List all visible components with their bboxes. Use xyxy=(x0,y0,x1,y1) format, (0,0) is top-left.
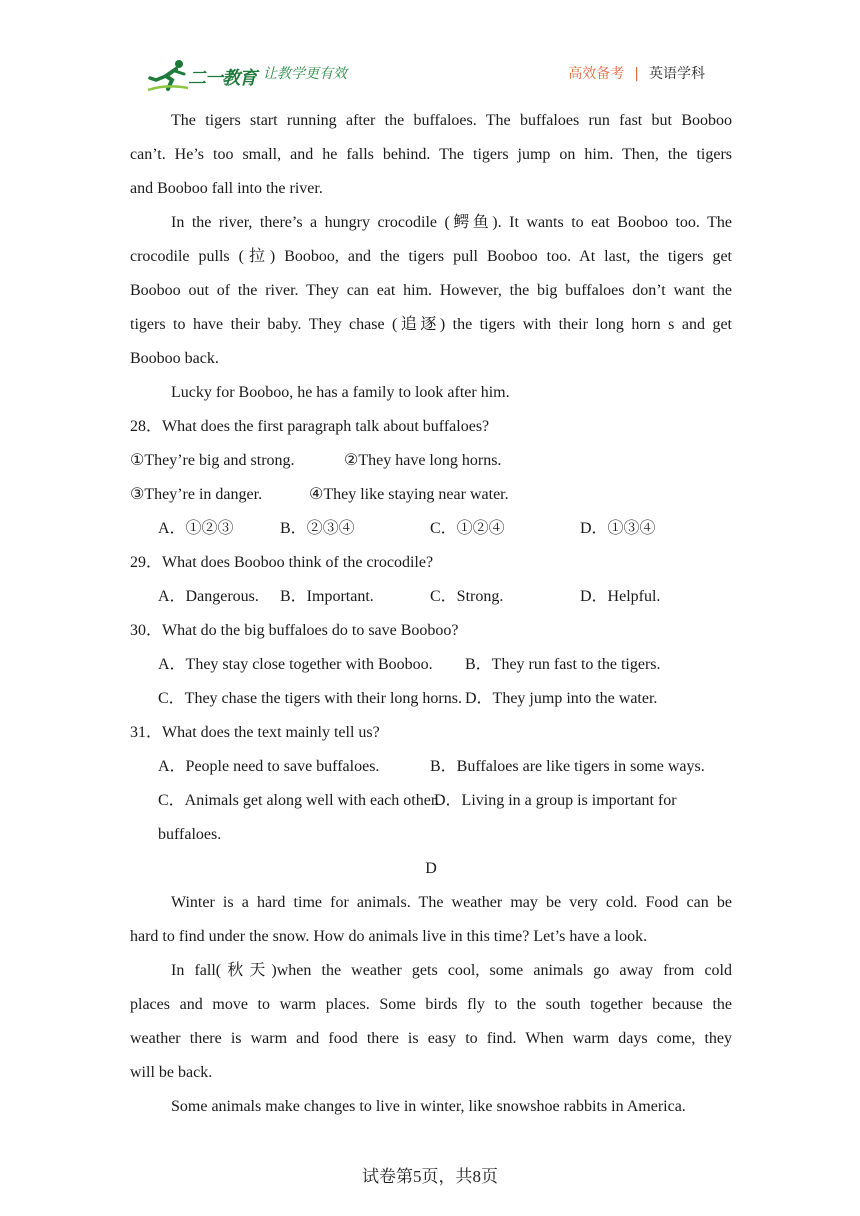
page-footer: 试卷第5页，共8页 xyxy=(362,1167,498,1186)
question-31-options-2 xyxy=(130,784,732,818)
option-a: A．People need to save buffaloes. xyxy=(158,758,380,775)
question-stem-30: 30．What do the big buffaloes do to save Booboo? xyxy=(130,622,459,639)
text-line: Booboo back. xyxy=(130,350,219,367)
option-d: D．①③④ xyxy=(580,520,656,537)
question-28-statements-2 xyxy=(130,478,732,512)
question-30-options-2 xyxy=(130,682,732,716)
text-line: Booboo out of the river. They can eat him. However, the big buffaloes don’t want the xyxy=(130,282,732,299)
text-line: In the river, there’s a hungry crocodile (鳄鱼). It wants to eat Booboo too. The xyxy=(171,214,732,231)
question-stem-28: 28．What does the first paragraph talk about buffaloes? xyxy=(130,418,490,435)
section-heading-d: D xyxy=(425,860,437,877)
text-line: hard to find under the snow. How do animals live in this time? Let’s have a look. xyxy=(130,928,648,945)
question-28-statements-1 xyxy=(130,444,732,478)
text-line: will be back. xyxy=(130,1064,213,1081)
header-subject xyxy=(568,63,705,83)
runner-logo-icon xyxy=(146,58,190,92)
option-b: B．Buffaloes are like tigers in some ways. xyxy=(430,758,705,775)
text-line: weather there is warm and food there is easy to find. When warm days come, they xyxy=(130,1030,732,1047)
option-a: A．①②③ xyxy=(158,520,234,537)
question-29-options xyxy=(130,580,732,614)
question-28-options xyxy=(130,512,732,546)
exam-content xyxy=(130,104,732,1124)
option-b: B．②③④ xyxy=(280,520,355,537)
text-line: Lucky for Booboo, he has a family to look after him. xyxy=(171,384,510,401)
text-line: Winter is a hard time for animals. The weather may be very cold. Food can be xyxy=(171,894,732,911)
text-line: The tigers start running after the buffaloes. The buffaloes run fast but Booboo xyxy=(171,112,732,129)
logo-slogan: 让教学更有效 xyxy=(263,66,347,82)
option-c: C．①②④ xyxy=(430,520,505,537)
option-b: B．They run fast to the tigers. xyxy=(465,656,661,673)
header-subject-label: 英语学科 xyxy=(649,66,705,82)
question-stem-31: 31．What does the text mainly tell us? xyxy=(130,724,380,741)
logo-text: 二一教育 xyxy=(188,68,256,89)
statement: ③They’re in danger. xyxy=(130,486,263,503)
statement: ④They like staying near water. xyxy=(309,486,509,503)
question-30-options-1 xyxy=(130,648,732,682)
option-c: C．Animals get along well with each other. xyxy=(158,792,440,809)
page-header xyxy=(0,0,860,100)
question-stem-29: 29．What does Booboo think of the crocodile? xyxy=(130,554,434,571)
option-a: A．They stay close together with Booboo. xyxy=(158,656,433,673)
statement: ①They’re big and strong. xyxy=(130,452,295,469)
text-line: tigers to have their baby. They chase (追逐) the tigers with their long horn s and get xyxy=(130,316,732,333)
text-line: and Booboo fall into the river. xyxy=(130,180,323,197)
option-b: B．Important. xyxy=(280,588,374,605)
question-31-options-1 xyxy=(130,750,732,784)
option-c: C．Strong. xyxy=(430,588,504,605)
text-line: can’t. He’s too small, and he falls behind. The tigers jump on him. Then, the tigers xyxy=(130,146,732,163)
option-d: D．They jump into the water. xyxy=(465,690,658,707)
header-tag: 高效备考 xyxy=(568,66,625,82)
statement: ②They have long horns. xyxy=(344,452,502,469)
text-line: In fall(秋天)when the weather gets cool, some animals go away from cold xyxy=(171,962,732,979)
option-d: D．Living in a group is important for xyxy=(434,792,677,809)
option-c: C．They chase the tigers with their long horns. xyxy=(158,690,462,707)
question-31-option-d-cont: buffaloes. xyxy=(158,826,222,843)
text-line: Some animals make changes to live in winter, like snowshoe rabbits in America. xyxy=(171,1098,686,1115)
option-d: D．Helpful. xyxy=(580,588,661,605)
header-separator: | xyxy=(634,66,639,82)
text-line: crocodile pulls (拉) Booboo, and the tigers pull Booboo too. At last, the tigers get xyxy=(130,248,732,265)
option-a: A．Dangerous. xyxy=(158,588,259,605)
text-line: places and move to warm places. Some birds fly to the south together because the xyxy=(130,996,732,1013)
